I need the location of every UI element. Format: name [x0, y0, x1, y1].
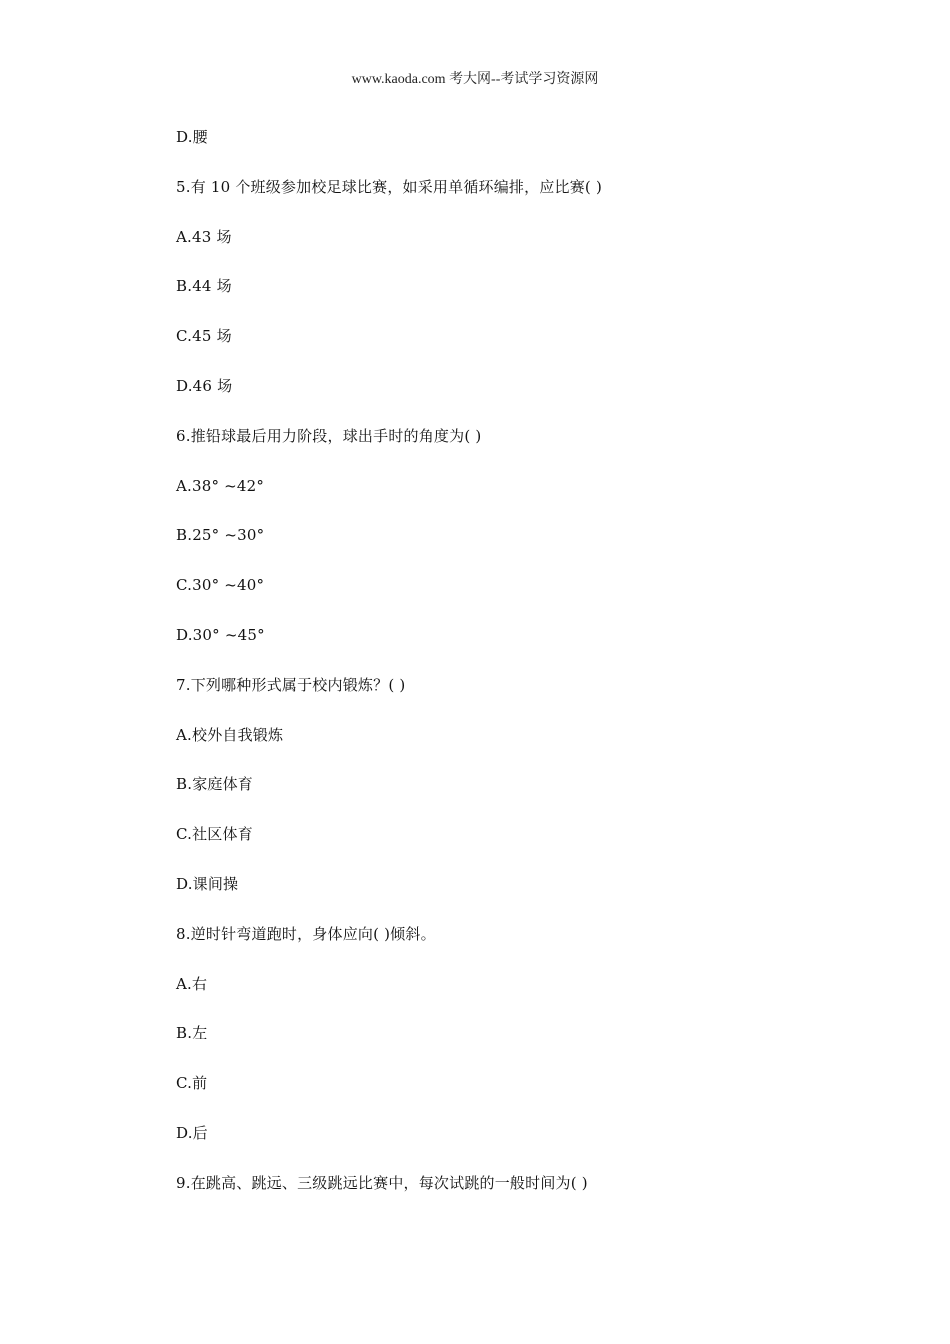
- page-header: www.kaoda.com 考大网--考试学习资源网: [351, 72, 599, 87]
- option-line: B.左: [176, 1024, 208, 1043]
- option-line: C.社区体育: [176, 825, 253, 844]
- question-line: 7.下列哪种形式属于校内锻炼？( ): [176, 675, 406, 694]
- option-line: B.44 场: [176, 277, 232, 296]
- option-line: B.家庭体育: [176, 775, 253, 794]
- question-list: [176, 126, 816, 1222]
- option-line: C.45 场: [176, 327, 232, 346]
- question-line: 9.在跳高、跳远、三级跳远比赛中，每次试跳的一般时间为( ): [176, 1173, 588, 1192]
- option-line: D.30° ~45°: [176, 625, 265, 644]
- option-line: D.后: [176, 1123, 208, 1142]
- option-line: C.前: [176, 1074, 208, 1093]
- question-line: 6.推铅球最后用力阶段，球出手时的角度为( ): [176, 426, 482, 445]
- option-line: B.25° ~30°: [176, 526, 265, 545]
- option-line: C.30° ~40°: [176, 576, 265, 595]
- option-line: A.右: [176, 974, 208, 993]
- question-line: 8.逆时针弯道跑时，身体应向( )倾斜。: [176, 924, 436, 943]
- option-line: D.课间操: [176, 874, 239, 893]
- option-line: D.46 场: [176, 376, 233, 395]
- option-line: A.校外自我锻炼: [176, 725, 284, 744]
- question-line: 5.有 10 个班级参加校足球比赛，如采用单循环编排，应比赛( ): [176, 177, 603, 196]
- option-line: A.43 场: [176, 227, 232, 246]
- option-line: A.38° ~42°: [176, 476, 265, 495]
- option-line: D.腰: [176, 128, 208, 146]
